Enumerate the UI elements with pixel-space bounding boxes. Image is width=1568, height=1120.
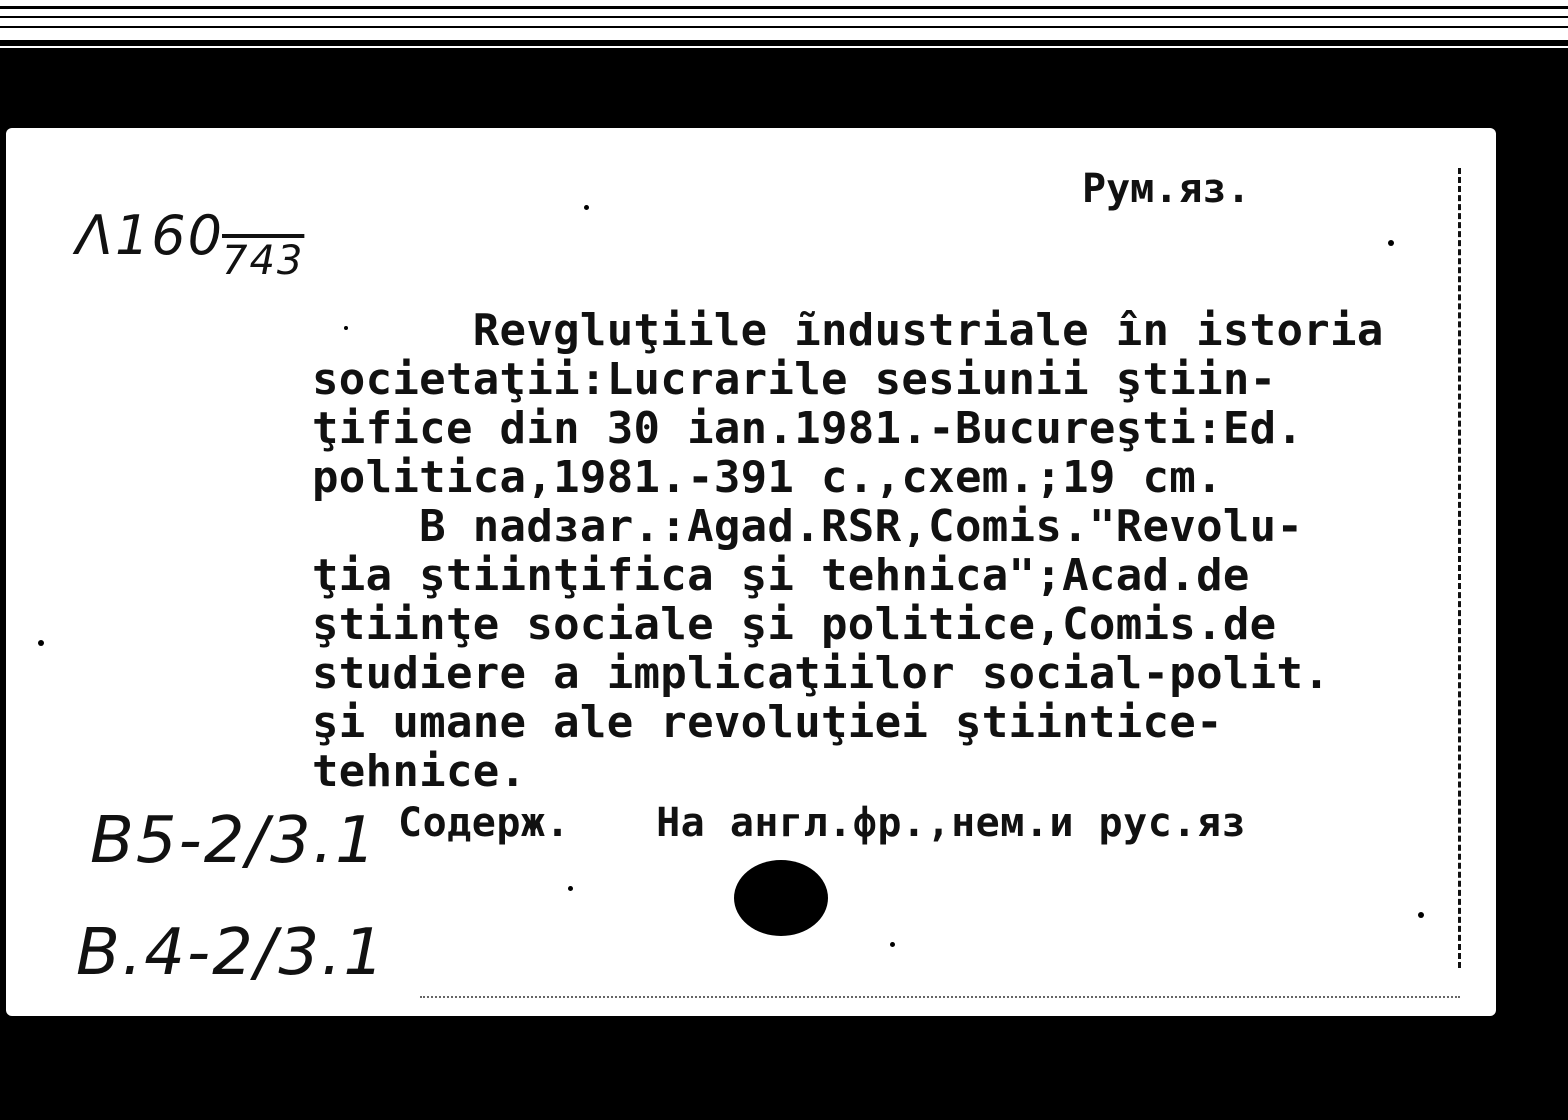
- contents-line: [398, 800, 1246, 846]
- language-note: Рум.яз.: [1082, 166, 1251, 212]
- entry-line: ţifice din 30 ian.1981.-Bucureşti:Ed.: [312, 403, 1304, 454]
- shelf-mark: В.4-2/3.1: [76, 916, 387, 990]
- contents-note: На англ.фр.,нем.и рус.яз: [656, 800, 1247, 846]
- card-edge-dots: [420, 996, 1460, 998]
- contents-label: Содерж.: [398, 800, 571, 846]
- top-rule: [0, 6, 1568, 9]
- top-rule: [0, 26, 1568, 28]
- entry-line: tehnice.: [312, 746, 527, 797]
- top-rule: [0, 40, 1568, 46]
- speck: [584, 205, 589, 210]
- entry-line: studiere a implicaţiilor social-polit.: [312, 648, 1331, 699]
- top-rule: [0, 16, 1568, 18]
- entry-line: şi umane ale revoluţiei ştiintice-: [312, 697, 1223, 748]
- shelf-mark: В5-2/3.1: [90, 804, 378, 878]
- bibliographic-entry: [312, 306, 1384, 796]
- speck: [568, 886, 573, 891]
- entry-line: B nadзar.:Agad.RSR,Comis."Revolu-: [312, 501, 1304, 552]
- entry-line: societaţii:Lucrarile sesiunii ştiin-: [312, 354, 1277, 405]
- speck: [1388, 240, 1394, 246]
- punch-hole: [734, 860, 828, 936]
- speck: [1418, 912, 1424, 918]
- speck: [38, 640, 44, 646]
- card-edge-dashes: [1458, 168, 1464, 968]
- entry-line: Revgluţiile ĩndustriale în istoria: [312, 305, 1384, 356]
- entry-line: ţia ştiinţifica şi tehnica";Acad.de: [312, 550, 1250, 601]
- entry-line: politica,1981.-391 c.,cxem.;19 cm.: [312, 452, 1223, 503]
- call-number-sub: 743: [222, 238, 305, 284]
- entry-line: ştiinţe sociale şi politice,Comis.de: [312, 599, 1277, 650]
- call-number: Λ160: [76, 204, 225, 267]
- scanner-top-band: [0, 0, 1568, 48]
- speck: [890, 942, 895, 947]
